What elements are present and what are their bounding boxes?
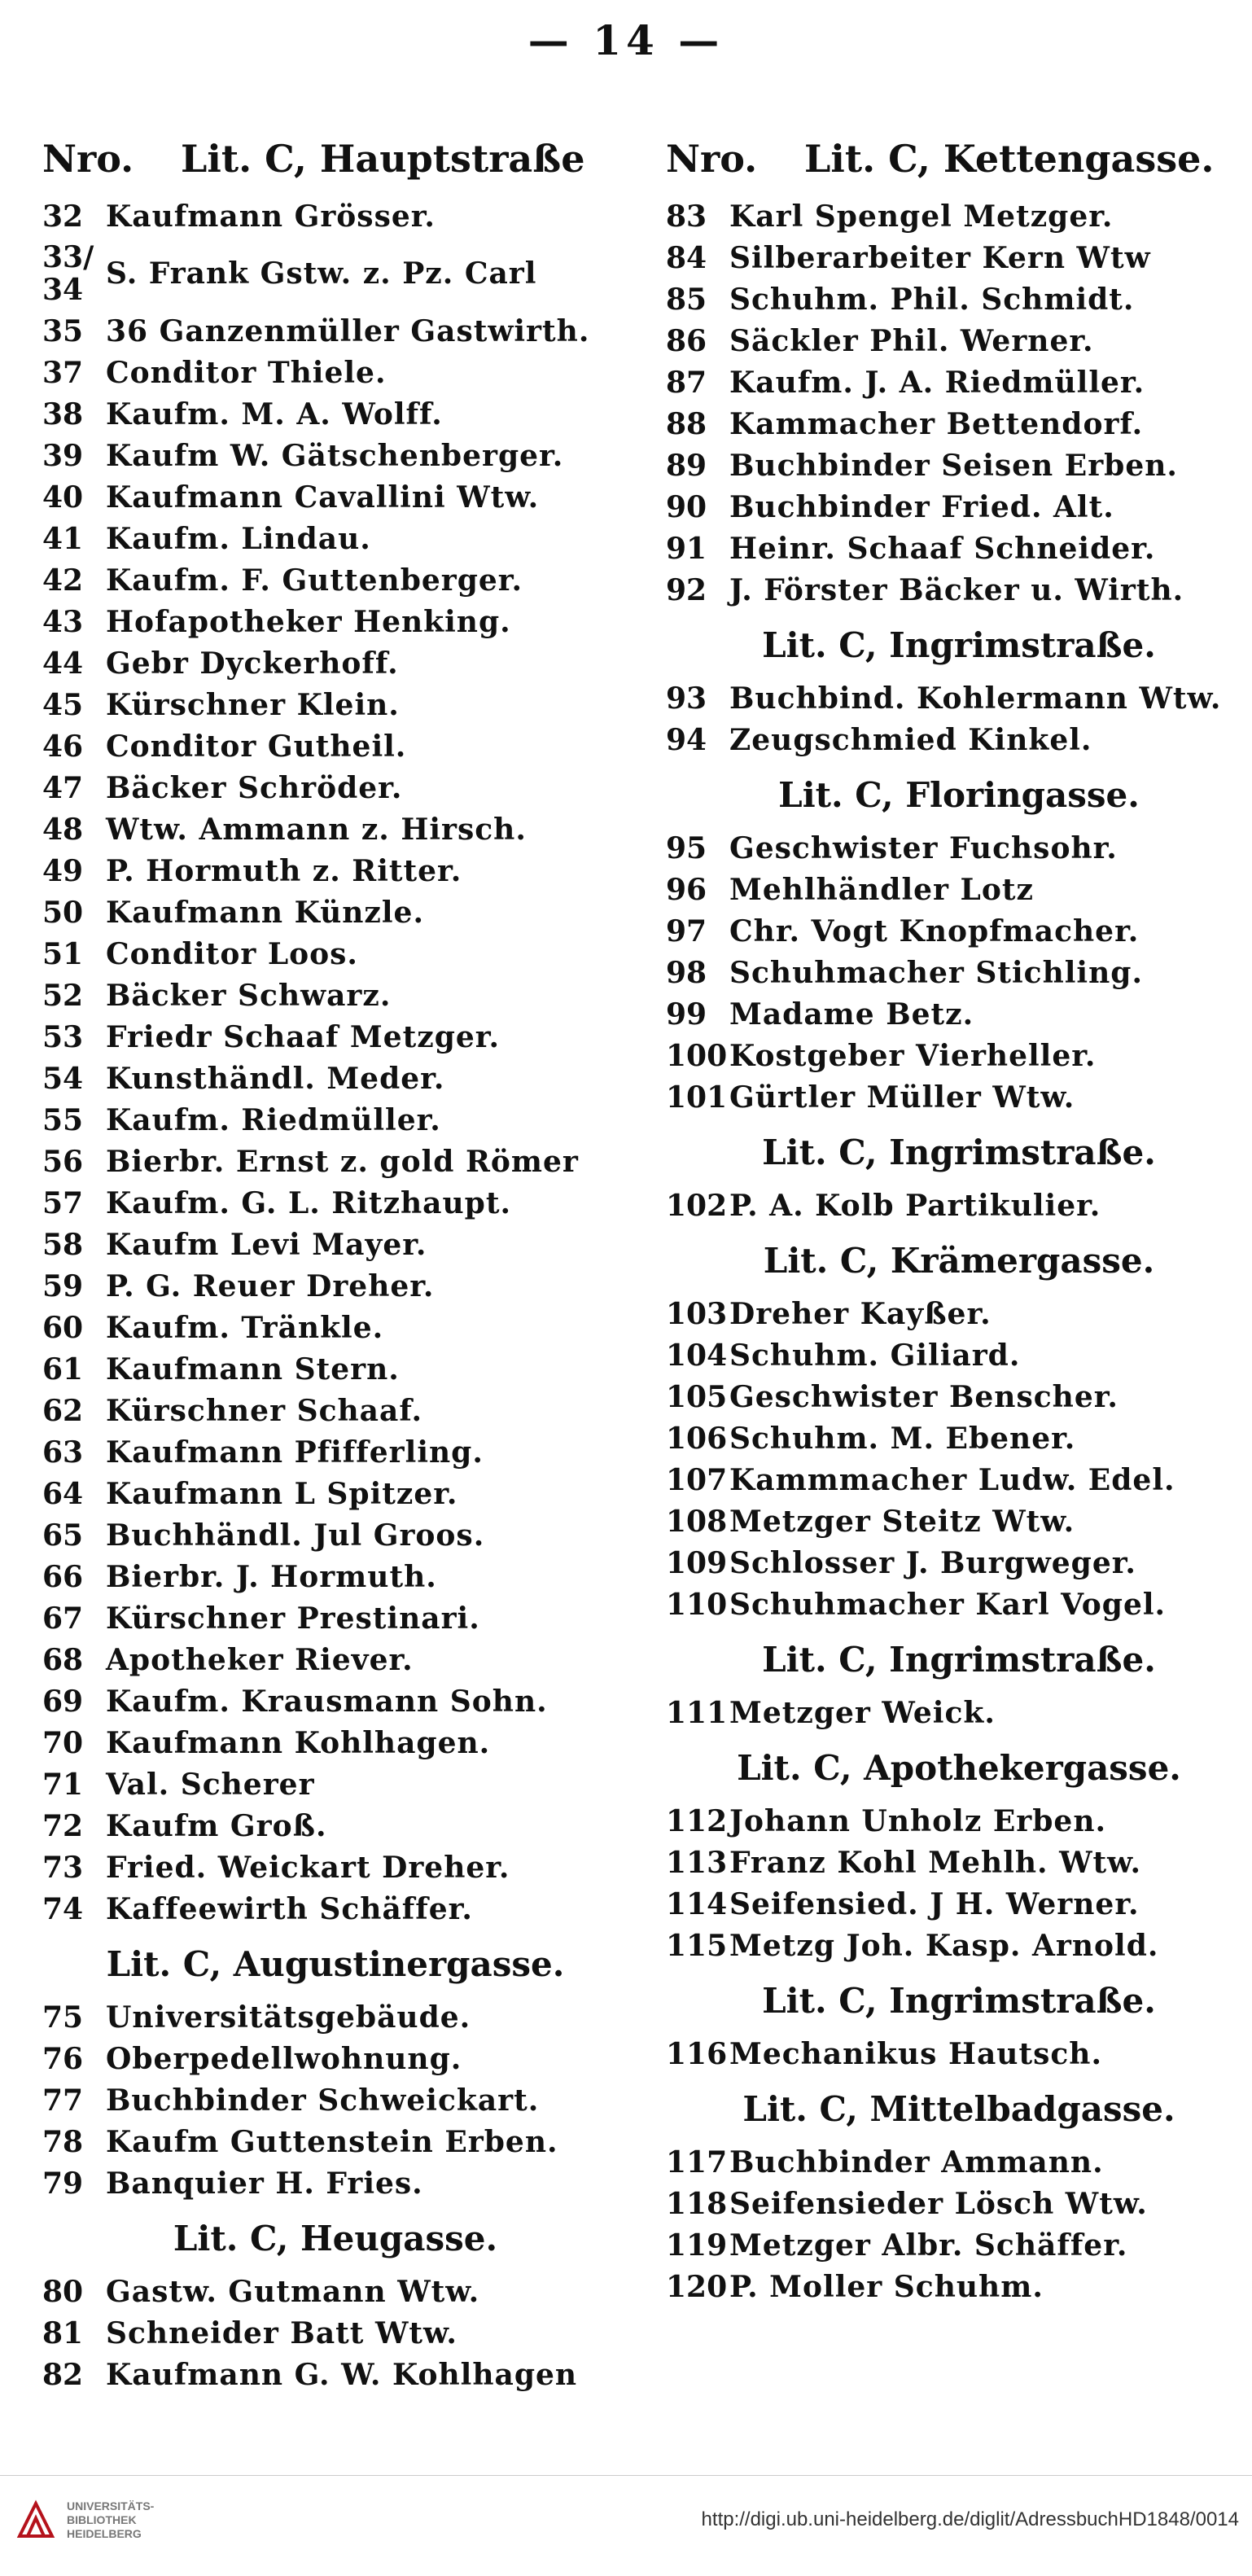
directory-entry bbox=[666, 869, 1252, 910]
left-column bbox=[42, 122, 628, 2395]
resident-name: Metzg Joh. Kasp. Arnold. bbox=[729, 1928, 1159, 1963]
resident-name: Kaufmann Cavallini Wtw. bbox=[106, 480, 540, 515]
directory-entry bbox=[42, 1473, 628, 1514]
house-number: 99 bbox=[666, 997, 707, 1032]
house-number: 97 bbox=[666, 913, 707, 948]
resident-name: Kaffeewirth Schäffer. bbox=[106, 1891, 473, 1926]
right-column-header bbox=[666, 122, 1252, 195]
resident-name: Kaufm. Riedmüller. bbox=[106, 1102, 441, 1137]
house-number: 51 bbox=[42, 936, 84, 971]
directory-entry bbox=[42, 1099, 628, 1141]
header-street-title: Lit. C, Hauptstraße bbox=[181, 137, 585, 181]
directory-entry bbox=[42, 1805, 628, 1847]
resident-name: Kürschner Prestinari. bbox=[106, 1601, 480, 1636]
directory-entry bbox=[666, 1800, 1252, 1842]
house-number: 53 bbox=[42, 1019, 84, 1054]
resident-name: Seifensied. J H. Werner. bbox=[729, 1886, 1140, 1921]
resident-name: Kaufmann L Spitzer. bbox=[106, 1476, 458, 1511]
viewer-footer bbox=[0, 2475, 1252, 2576]
header-nro: Nro. bbox=[42, 137, 134, 181]
house-number: 41 bbox=[42, 521, 84, 556]
resident-name: Kaufmann Stern. bbox=[106, 1352, 400, 1387]
resident-name: Metzger Steitz Wtw. bbox=[729, 1504, 1075, 1539]
section-heading: Lit. C, Heugasse. bbox=[173, 2218, 498, 2258]
resident-name: Conditor Gutheil. bbox=[106, 729, 407, 764]
house-number: 38 bbox=[42, 396, 84, 432]
house-number: 65 bbox=[42, 1518, 84, 1553]
entry-list bbox=[666, 2033, 1252, 2074]
resident-name: Kaufmann Pfifferling. bbox=[106, 1435, 484, 1470]
house-number: 49 bbox=[42, 853, 84, 888]
section-heading: Lit. C, Krämergasse. bbox=[763, 1240, 1155, 1281]
house-number: 43 bbox=[42, 604, 84, 639]
resident-name: P. A. Kolb Partikulier. bbox=[729, 1188, 1101, 1223]
directory-entry bbox=[42, 393, 628, 435]
resident-name: Kaufm. Tränkle. bbox=[106, 1310, 384, 1345]
resident-name: Heinr. Schaaf Schneider. bbox=[729, 531, 1156, 566]
resident-name: Buchbinder Schweickart. bbox=[106, 2083, 540, 2118]
house-number: 117 bbox=[666, 2144, 728, 2180]
resident-name: Kaufmann Grösser. bbox=[106, 199, 436, 234]
directory-entry bbox=[42, 2354, 628, 2395]
house-number: 96 bbox=[666, 872, 707, 907]
directory-entry bbox=[666, 1542, 1252, 1584]
house-number: 113 bbox=[666, 1845, 728, 1880]
house-number: 102 bbox=[666, 1188, 728, 1223]
directory-entry bbox=[666, 1293, 1252, 1334]
house-number: 42 bbox=[42, 563, 84, 598]
house-number: 114 bbox=[666, 1886, 728, 1921]
resident-name: Metzger Albr. Schäffer. bbox=[729, 2228, 1128, 2263]
section-heading: Lit. C, Ingrimstraße. bbox=[762, 1132, 1156, 1172]
resident-name: P. Moller Schuhm. bbox=[729, 2269, 1044, 2304]
resident-name: Fried. Weickart Dreher. bbox=[106, 1850, 510, 1885]
directory-entry bbox=[666, 952, 1252, 993]
resident-name: P. Hormuth z. Ritter. bbox=[106, 853, 462, 888]
directory-entry bbox=[666, 719, 1252, 760]
house-number: 50 bbox=[42, 895, 84, 930]
directory-entry bbox=[42, 310, 628, 352]
directory-entry bbox=[42, 1058, 628, 1099]
directory-entry bbox=[666, 1925, 1252, 1966]
resident-name: Seifensieder Lösch Wtw. bbox=[729, 2186, 1148, 2221]
house-number: 35 bbox=[42, 313, 84, 348]
header-street-title: Lit. C, Kettengasse. bbox=[804, 137, 1215, 181]
house-number: 94 bbox=[666, 722, 707, 757]
directory-entry bbox=[42, 1597, 628, 1639]
resident-name: Buchbinder Ammann. bbox=[729, 2144, 1104, 2180]
resident-name: Johann Unholz Erben. bbox=[729, 1803, 1107, 1838]
directory-entry bbox=[42, 642, 628, 684]
resident-name: Kaufm. Lindau. bbox=[106, 521, 371, 556]
house-number: 61 bbox=[42, 1352, 84, 1387]
house-number: 60 bbox=[42, 1310, 84, 1345]
resident-name: Val. Scherer bbox=[106, 1767, 315, 1802]
resident-name: Kaufm Levi Mayer. bbox=[106, 1227, 427, 1262]
directory-entry bbox=[42, 1680, 628, 1722]
resident-name: Kaufm Groß. bbox=[106, 1808, 327, 1843]
directory-entry bbox=[42, 1847, 628, 1888]
house-number: 48 bbox=[42, 812, 84, 847]
resident-name: P. G. Reuer Dreher. bbox=[106, 1268, 435, 1303]
directory-entry bbox=[42, 850, 628, 892]
house-number: 118 bbox=[666, 2186, 728, 2221]
directory-entry bbox=[666, 1035, 1252, 1076]
resident-name: Schuhm. Phil. Schmidt. bbox=[729, 282, 1135, 317]
source-url-link[interactable]: http://digi.ub.uni-heidelberg.de/diglit/AdressbuchHD1848/0014 bbox=[701, 2508, 1239, 2530]
directory-entry bbox=[666, 1842, 1252, 1883]
directory-entry bbox=[42, 559, 628, 601]
resident-name: Hofapotheker Henking. bbox=[106, 604, 511, 639]
section-heading: Lit. C, Floringasse. bbox=[778, 774, 1140, 815]
directory-entry bbox=[42, 1141, 628, 1182]
library-seal-icon bbox=[15, 2499, 57, 2541]
entry-list bbox=[42, 2271, 628, 2395]
directory-entry bbox=[666, 445, 1252, 486]
house-number: 95 bbox=[666, 830, 707, 865]
resident-name: Gastw. Gutmann Wtw. bbox=[106, 2274, 480, 2309]
house-number: 62 bbox=[42, 1393, 84, 1428]
house-number: 105 bbox=[666, 1379, 728, 1414]
directory-entry bbox=[42, 1763, 628, 1805]
house-number: 93 bbox=[666, 681, 707, 716]
house-number: 100 bbox=[666, 1038, 728, 1073]
directory-entry bbox=[666, 237, 1252, 278]
resident-name: Mechanikus Hautsch. bbox=[729, 2036, 1102, 2071]
directory-entry bbox=[42, 2121, 628, 2162]
resident-name: Gebr Dyckerhoff. bbox=[106, 646, 399, 681]
house-number: 63 bbox=[42, 1435, 84, 1470]
house-number: 80 bbox=[42, 2274, 84, 2309]
directory-entry bbox=[42, 2038, 628, 2079]
directory-entry bbox=[666, 486, 1252, 528]
resident-name: Schneider Batt Wtw. bbox=[106, 2315, 457, 2350]
section-heading: Lit. C, Apothekergasse. bbox=[737, 1747, 1181, 1788]
house-number: 101 bbox=[666, 1080, 728, 1115]
directory-entry bbox=[42, 1996, 628, 2038]
resident-name: Kammacher Bettendorf. bbox=[729, 406, 1144, 441]
directory-entry bbox=[42, 975, 628, 1016]
resident-name: Franz Kohl Mehlh. Wtw. bbox=[729, 1845, 1142, 1880]
resident-name: Geschwister Benscher. bbox=[729, 1379, 1118, 1414]
directory-entry bbox=[666, 2033, 1252, 2074]
resident-name: Wtw. Ammann z. Hirsch. bbox=[106, 812, 527, 847]
house-number: 58 bbox=[42, 1227, 84, 1262]
resident-name: J. Förster Bäcker u. Wirth. bbox=[729, 572, 1184, 607]
directory-entry bbox=[666, 827, 1252, 869]
resident-name: Kaufmann Künzle. bbox=[106, 895, 424, 930]
directory-entry bbox=[42, 1390, 628, 1431]
entry-list bbox=[666, 1293, 1252, 1625]
page-number: — 14 — bbox=[528, 16, 724, 64]
house-number: 112 bbox=[666, 1803, 728, 1838]
directory-entry bbox=[42, 1556, 628, 1597]
resident-name: Banquier H. Fries. bbox=[106, 2166, 423, 2201]
directory-entry bbox=[666, 1584, 1252, 1625]
section-heading: Lit. C, Ingrimstraße. bbox=[762, 1980, 1156, 2021]
house-number: 70 bbox=[42, 1725, 84, 1760]
directory-entry bbox=[666, 195, 1252, 237]
directory-entry bbox=[42, 1888, 628, 1930]
resident-name: Kaufm. F. Guttenberger. bbox=[106, 563, 523, 598]
house-number: 39 bbox=[42, 438, 84, 473]
directory-entry bbox=[42, 808, 628, 850]
resident-name: Kunsthändl. Meder. bbox=[106, 1061, 445, 1096]
entry-list bbox=[666, 195, 1252, 611]
house-number: 109 bbox=[666, 1545, 728, 1580]
resident-name: Bierbr. J. Hormuth. bbox=[106, 1559, 437, 1594]
directory-entry bbox=[666, 320, 1252, 361]
house-number: 107 bbox=[666, 1462, 728, 1497]
resident-name: Kaufm. J. A. Riedmüller. bbox=[729, 365, 1145, 400]
resident-name: Bäcker Schröder. bbox=[106, 770, 403, 805]
header-nro: Nro. bbox=[666, 137, 758, 181]
resident-name: Kostgeber Vierheller. bbox=[729, 1038, 1097, 1073]
house-number: 32 bbox=[42, 199, 84, 234]
directory-entry bbox=[42, 1265, 628, 1307]
resident-name: Bäcker Schwarz. bbox=[106, 978, 392, 1013]
house-number: 76 bbox=[42, 2041, 84, 2076]
directory-entry bbox=[666, 278, 1252, 320]
directory-entry bbox=[42, 2079, 628, 2121]
resident-name: Mehlhändler Lotz bbox=[729, 872, 1034, 907]
house-number: 115 bbox=[666, 1928, 728, 1963]
entry-list bbox=[666, 677, 1252, 760]
resident-name: Schuhmacher Karl Vogel. bbox=[729, 1587, 1167, 1622]
resident-name: Kaufm W. Gätschenberger. bbox=[106, 438, 564, 473]
house-number: 54 bbox=[42, 1061, 84, 1096]
resident-name: Kaufm. Krausmann Sohn. bbox=[106, 1684, 548, 1719]
right-column bbox=[666, 122, 1252, 2307]
house-number: 44 bbox=[42, 646, 84, 681]
directory-entry bbox=[666, 2183, 1252, 2224]
resident-name: Kaufmann G. W. Kohlhagen bbox=[106, 2357, 578, 2392]
entry-list bbox=[42, 1996, 628, 2204]
house-number: 120 bbox=[666, 2269, 728, 2304]
directory-entry bbox=[666, 569, 1252, 611]
house-number: 111 bbox=[666, 1695, 728, 1730]
house-number: 71 bbox=[42, 1767, 84, 1802]
resident-name: Conditor Loos. bbox=[106, 936, 358, 971]
house-number: 86 bbox=[666, 323, 707, 358]
house-number: 37 bbox=[42, 355, 84, 390]
resident-name: Dreher Kayßer. bbox=[729, 1296, 992, 1331]
section-heading: Lit. C, Ingrimstraße. bbox=[762, 1639, 1156, 1680]
directory-entry bbox=[42, 195, 628, 237]
house-number: 82 bbox=[42, 2357, 84, 2392]
house-number: 67 bbox=[42, 1601, 84, 1636]
directory-entry bbox=[666, 2141, 1252, 2183]
directory-entry bbox=[42, 1514, 628, 1556]
directory-entry bbox=[666, 1459, 1252, 1500]
house-number: 90 bbox=[666, 489, 707, 524]
entry-list bbox=[666, 2141, 1252, 2307]
house-number: 87 bbox=[666, 365, 707, 400]
directory-entry bbox=[42, 1016, 628, 1058]
directory-entry bbox=[42, 352, 628, 393]
resident-name: Buchbinder Fried. Alt. bbox=[729, 489, 1114, 524]
directory-entry bbox=[42, 1639, 628, 1680]
library-logo-text: UNIVERSITÄTS- BIBLIOTHEK HEIDELBERG bbox=[67, 2499, 155, 2540]
resident-name: Karl Spengel Metzger. bbox=[729, 199, 1114, 234]
house-number: 40 bbox=[42, 480, 84, 515]
directory-entry bbox=[666, 2266, 1252, 2307]
left-column-header bbox=[42, 122, 628, 195]
house-number: 81 bbox=[42, 2315, 84, 2350]
house-number: 52 bbox=[42, 978, 84, 1013]
house-number: 66 bbox=[42, 1559, 84, 1594]
resident-name: Universitätsgebäude. bbox=[106, 2000, 471, 2035]
directory-entry bbox=[42, 1431, 628, 1473]
entry-list bbox=[666, 1185, 1252, 1226]
section-heading: Lit. C, Mittelbadgasse. bbox=[742, 2088, 1175, 2129]
entry-list bbox=[42, 195, 628, 1930]
library-logo[interactable] bbox=[15, 2499, 154, 2541]
directory-entry bbox=[42, 2271, 628, 2312]
resident-name: Kaufm Guttenstein Erben. bbox=[106, 2124, 558, 2159]
resident-name: Kaufm. M. A. Wolff. bbox=[106, 396, 443, 432]
directory-entry bbox=[42, 237, 628, 310]
house-number: 79 bbox=[42, 2166, 84, 2201]
house-number: 98 bbox=[666, 955, 707, 990]
house-number: 85 bbox=[666, 282, 707, 317]
resident-name: Conditor Thiele. bbox=[106, 355, 387, 390]
resident-name: Schuhm. M. Ebener. bbox=[729, 1421, 1076, 1456]
resident-name: Geschwister Fuchsohr. bbox=[729, 830, 1118, 865]
directory-entry bbox=[42, 2162, 628, 2204]
directory-entry bbox=[666, 1883, 1252, 1925]
directory-entry bbox=[42, 1348, 628, 1390]
resident-name: Silberarbeiter Kern Wtw bbox=[729, 240, 1151, 275]
resident-name: Kaufmann Kohlhagen. bbox=[106, 1725, 491, 1760]
directory-entry bbox=[42, 1182, 628, 1224]
house-number: 116 bbox=[666, 2036, 728, 2071]
directory-entry bbox=[666, 361, 1252, 403]
directory-entry bbox=[42, 892, 628, 933]
house-number: 78 bbox=[42, 2124, 84, 2159]
directory-entry bbox=[42, 1722, 628, 1763]
house-number: 55 bbox=[42, 1102, 84, 1137]
house-number: 77 bbox=[42, 2083, 84, 2118]
house-number: 108 bbox=[666, 1504, 728, 1539]
house-number: 106 bbox=[666, 1421, 728, 1456]
house-number: 83 bbox=[666, 199, 707, 234]
directory-entry bbox=[666, 1076, 1252, 1118]
directory-entry bbox=[42, 767, 628, 808]
directory-entry bbox=[666, 1334, 1252, 1376]
resident-name: Schuhmacher Stichling. bbox=[729, 955, 1143, 990]
directory-entry bbox=[42, 601, 628, 642]
house-number: 74 bbox=[42, 1891, 84, 1926]
house-number: 84 bbox=[666, 240, 707, 275]
house-number: 110 bbox=[666, 1587, 728, 1622]
house-number: 73 bbox=[42, 1850, 84, 1885]
directory-entry bbox=[666, 528, 1252, 569]
house-number: 104 bbox=[666, 1338, 728, 1373]
house-number: 92 bbox=[666, 572, 707, 607]
directory-entry bbox=[666, 1692, 1252, 1733]
resident-name: Säckler Phil. Werner. bbox=[729, 323, 1094, 358]
directory-entry bbox=[666, 2224, 1252, 2266]
directory-entry bbox=[666, 910, 1252, 952]
house-number: 56 bbox=[42, 1144, 84, 1179]
resident-name: Kammmacher Ludw. Edel. bbox=[729, 1462, 1175, 1497]
directory-entry bbox=[666, 1500, 1252, 1542]
house-number: 68 bbox=[42, 1642, 84, 1677]
house-number: 119 bbox=[666, 2228, 728, 2263]
directory-entry bbox=[666, 403, 1252, 445]
house-number: 46 bbox=[42, 729, 84, 764]
resident-name: Apotheker Riever. bbox=[106, 1642, 414, 1677]
resident-name: Kaufm. G. L. Ritzhaupt. bbox=[106, 1185, 512, 1220]
entry-list bbox=[666, 827, 1252, 1118]
directory-entry bbox=[42, 1307, 628, 1348]
house-number: 45 bbox=[42, 687, 84, 722]
house-number: 33/ 34 bbox=[42, 240, 94, 307]
house-number: 47 bbox=[42, 770, 84, 805]
resident-name: 36 Ganzenmüller Gastwirth. bbox=[106, 313, 590, 348]
resident-name: Kürschner Schaaf. bbox=[106, 1393, 423, 1428]
directory-entry bbox=[42, 435, 628, 476]
house-number: 64 bbox=[42, 1476, 84, 1511]
directory-entry bbox=[666, 1376, 1252, 1417]
directory-entry bbox=[666, 993, 1252, 1035]
resident-name: Madame Betz. bbox=[729, 997, 974, 1032]
section-heading: Lit. C, Ingrimstraße. bbox=[762, 624, 1156, 665]
section-heading: Lit. C, Augustinergasse. bbox=[106, 1943, 565, 1984]
directory-entry bbox=[42, 1224, 628, 1265]
house-number: 75 bbox=[42, 2000, 84, 2035]
directory-entry bbox=[666, 677, 1252, 719]
directory-entry bbox=[42, 518, 628, 559]
directory-entry bbox=[666, 1417, 1252, 1459]
house-number: 89 bbox=[666, 448, 707, 483]
resident-name: Friedr Schaaf Metzger. bbox=[106, 1019, 501, 1054]
house-number: 59 bbox=[42, 1268, 84, 1303]
house-number: 57 bbox=[42, 1185, 84, 1220]
house-number: 72 bbox=[42, 1808, 84, 1843]
resident-name: S. Frank Gstw. z. Pz. Carl bbox=[106, 256, 537, 291]
directory-entry bbox=[42, 684, 628, 725]
directory-entry bbox=[42, 933, 628, 975]
resident-name: Buchhändl. Jul Groos. bbox=[106, 1518, 485, 1553]
resident-name: Buchbinder Seisen Erben. bbox=[729, 448, 1178, 483]
resident-name: Schlosser J. Burgweger. bbox=[729, 1545, 1136, 1580]
resident-name: Zeugschmied Kinkel. bbox=[729, 722, 1092, 757]
directory-entry bbox=[42, 725, 628, 767]
house-number: 88 bbox=[666, 406, 707, 441]
resident-name: Kürschner Klein. bbox=[106, 687, 400, 722]
resident-name: Buchbind. Kohlermann Wtw. bbox=[729, 681, 1222, 716]
entry-list bbox=[666, 1800, 1252, 1966]
house-number: 91 bbox=[666, 531, 707, 566]
resident-name: Gürtler Müller Wtw. bbox=[729, 1080, 1075, 1115]
house-number: 103 bbox=[666, 1296, 728, 1331]
resident-name: Oberpedellwohnung. bbox=[106, 2041, 462, 2076]
house-number: 69 bbox=[42, 1684, 84, 1719]
entry-list bbox=[666, 1692, 1252, 1733]
resident-name: Metzger Weick. bbox=[729, 1695, 996, 1730]
directory-entry bbox=[666, 1185, 1252, 1226]
directory-entry bbox=[42, 476, 628, 518]
resident-name: Bierbr. Ernst z. gold Römer bbox=[106, 1144, 579, 1179]
directory-entry bbox=[42, 2312, 628, 2354]
resident-name: Chr. Vogt Knopfmacher. bbox=[729, 913, 1140, 948]
resident-name: Schuhm. Giliard. bbox=[729, 1338, 1021, 1373]
